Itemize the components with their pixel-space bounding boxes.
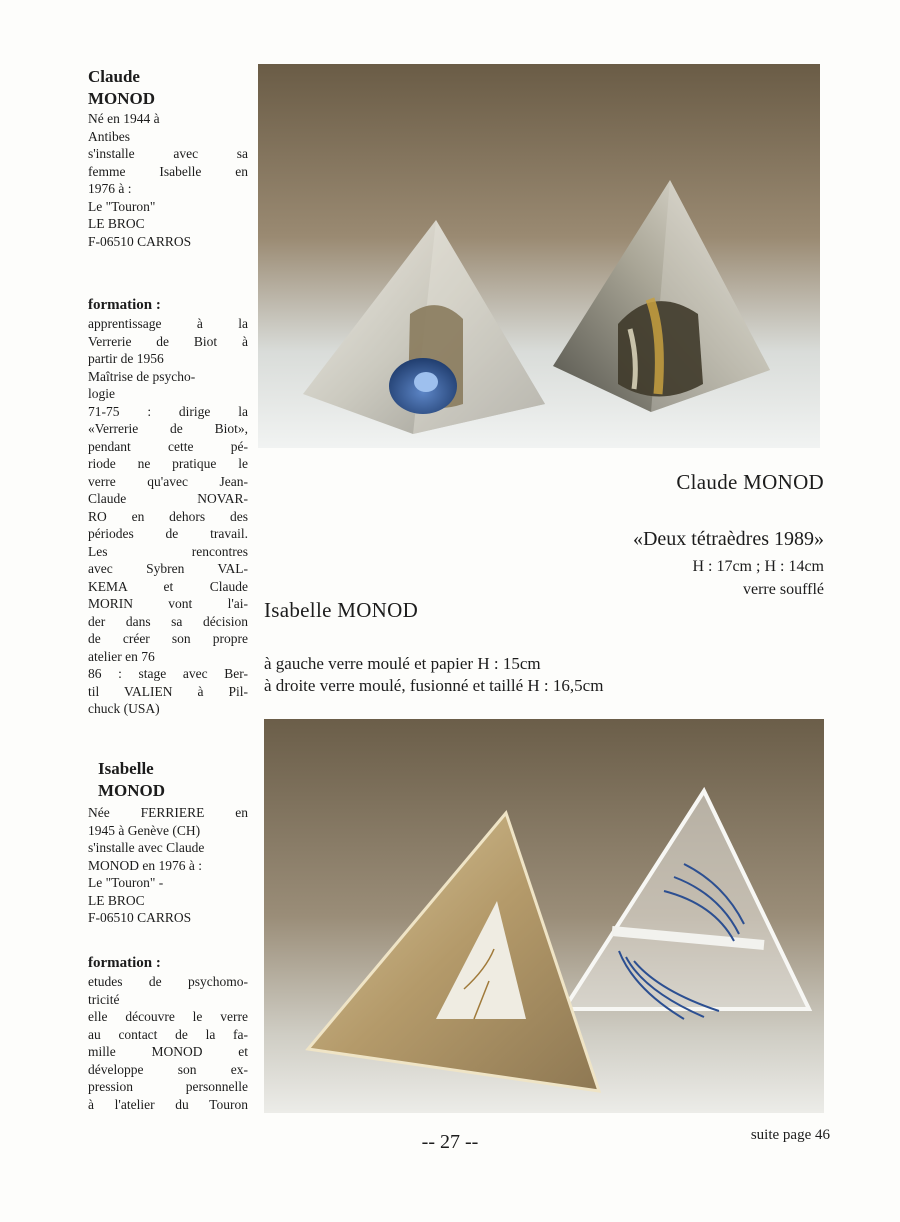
bio-line: Né en 1944 à [88, 111, 160, 126]
bio-line: Verrerie de Biot à [88, 333, 248, 349]
bio-line: MORIN vont l'ai- [88, 596, 248, 611]
isabelle-bio [98, 758, 248, 802]
claude-formation-lines [88, 315, 248, 718]
claude-caption-title: «Deux tétraèdres 1989» [632, 528, 824, 550]
bio-line: s'installe avec Claude [88, 840, 205, 855]
bio-line: tricité [88, 991, 120, 1007]
bio-line: logie [88, 386, 115, 401]
bio-line: pression personnelle [88, 1079, 248, 1094]
bio-line: etudes de psychomo- [88, 974, 248, 989]
bio-line: au contact de la fa- [88, 1026, 248, 1042]
bio-line: 1976 à : [88, 181, 132, 196]
bio-line: périodes de travail. [88, 526, 248, 541]
bio-line: RO en dehors des [88, 508, 248, 524]
bio-line: mille MONOD et [88, 1044, 248, 1059]
bio-line: riode ne pratique le [88, 456, 248, 471]
bio-line: Antibes [88, 128, 130, 144]
bio-line: LE BROC [88, 216, 145, 231]
bio-line: de créer son propre [88, 631, 248, 646]
isabelle-formation-lines [88, 973, 248, 1113]
bio-line: KEMA et Claude [88, 578, 248, 594]
isabelle-caption-left-piece: à gauche verre moulé et papier H : 15cm [264, 654, 541, 673]
bio-line: verre qu'avec Jean- [88, 473, 248, 489]
triangles-photo [264, 719, 824, 1113]
claude-bio-lines [88, 110, 248, 250]
claude-last-name: MONOD [88, 89, 156, 108]
continued-note: suite page 46 [750, 1127, 830, 1143]
isabelle-caption-pieces [264, 653, 603, 697]
claude-caption-artist: Claude MONOD [676, 470, 824, 494]
bio-line: à l'atelier du Touron [88, 1096, 248, 1112]
bio-line: atelier en 76 [88, 648, 155, 664]
isabelle-caption-right-piece: à droite verre moulé, fusionné et taillé H : 16,5cm [264, 676, 604, 695]
bio-line: partir de 1956 [88, 351, 164, 366]
bio-line: 1945 à Genève (CH) [88, 822, 201, 838]
bio-line: til VALIEN à Pil- [88, 683, 248, 699]
bio-line: chuck (USA) [88, 701, 160, 716]
bio-line: elle découvre le verre [88, 1009, 248, 1024]
bio-line: Le "Touron" [88, 198, 156, 214]
bio-line: F-06510 CARROS [88, 910, 192, 925]
bio-line: femme Isabelle en [88, 163, 248, 179]
claude-formation [88, 296, 248, 718]
bio-line: 71-75 : dirige la [88, 403, 248, 419]
claude-bio [88, 66, 248, 250]
bio-line: apprentissage à la [88, 316, 248, 331]
bio-line: der dans sa décision [88, 613, 248, 629]
isabelle-first-name: Isabelle [98, 759, 154, 778]
claude-first-name: Claude [88, 67, 140, 86]
bio-line: Le "Touron" - [88, 875, 164, 890]
bio-line: «Verrerie de Biot», [88, 421, 248, 436]
claude-caption-dimensions: H : 17cm ; H : 14cm [692, 558, 824, 575]
isabelle-last-name: MONOD [98, 781, 166, 800]
bio-line: 86 : stage avec Ber- [88, 666, 248, 681]
claude-caption-technique: verre soufflé [743, 581, 824, 598]
bio-line: LE BROC [88, 892, 145, 908]
bio-line: développe son ex- [88, 1061, 248, 1077]
bio-line: Les rencontres [88, 543, 248, 559]
bio-line: F-06510 CARROS [88, 233, 192, 249]
tetrahedra-photo [258, 64, 820, 448]
isabelle-formation-heading: formation : [88, 955, 161, 971]
page-number: -- 27 -- [421, 1131, 479, 1153]
bio-line: pendant cette pé- [88, 438, 248, 454]
bio-line: Maîtrise de psycho- [88, 368, 196, 384]
bio-line: avec Sybren VAL- [88, 561, 248, 576]
isabelle-caption-artist: Isabelle MONOD [264, 598, 419, 622]
claude-formation-heading: formation : [88, 297, 161, 313]
isabelle-bio-lines [88, 804, 248, 927]
bio-line: Née FERRIERE en [88, 805, 248, 820]
bio-line: MONOD en 1976 à : [88, 857, 202, 873]
isabelle-formation [88, 954, 248, 1113]
bio-line: Claude NOVAR- [88, 491, 248, 506]
bio-line: s'installe avec sa [88, 146, 248, 161]
